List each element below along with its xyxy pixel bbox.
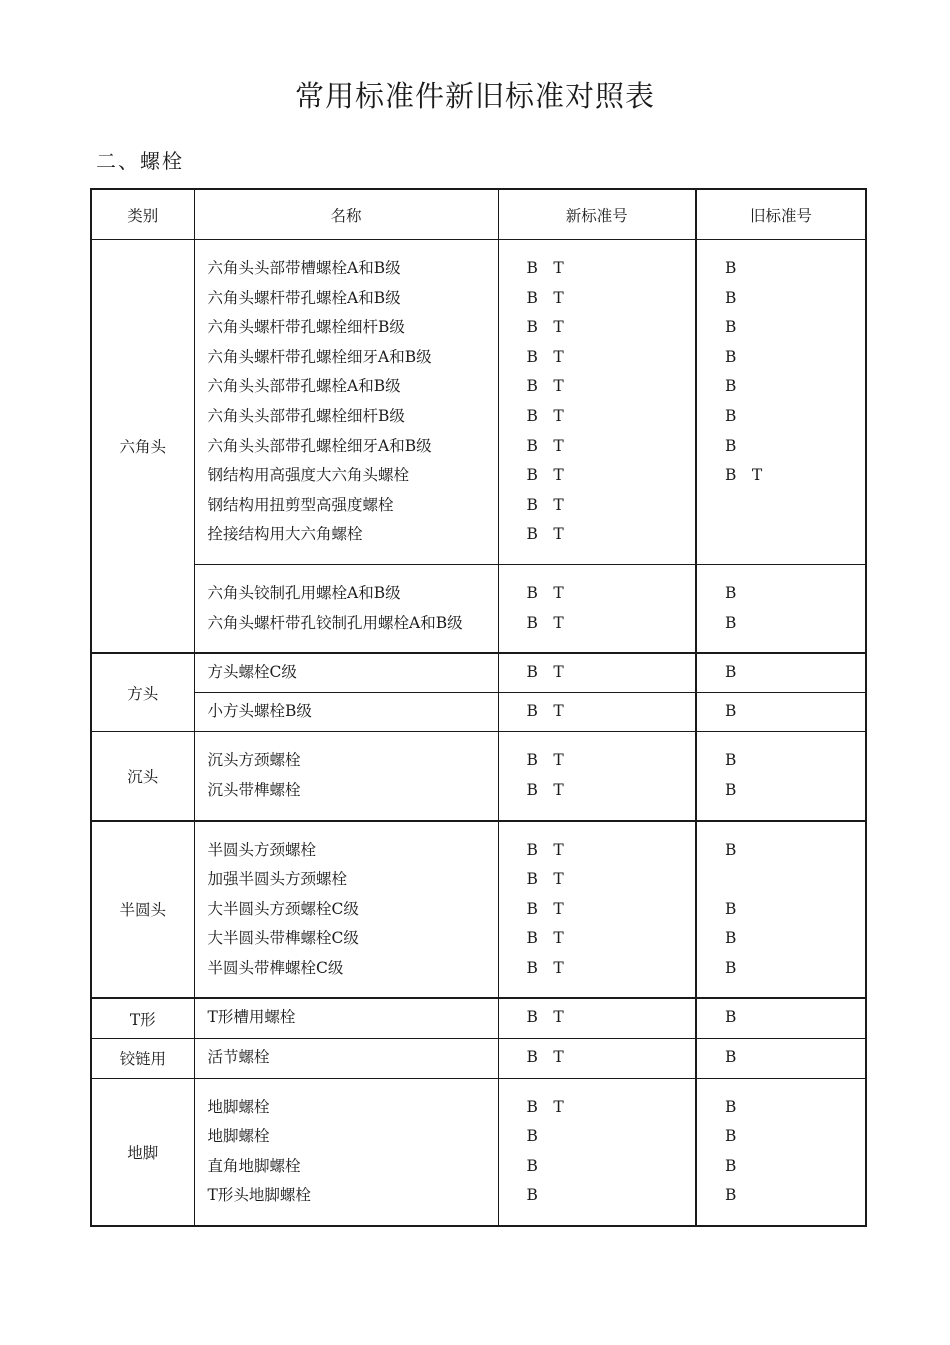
section-heading: 二、螺栓 (96, 149, 184, 173)
part-name: 六角头螺杆带孔铰制孔用螺栓A和B级 (207, 613, 463, 632)
part-name: 六角头铰制孔用螺栓A和B级 (207, 583, 401, 602)
old-standard-code: B (725, 436, 737, 455)
standards-table (90, 188, 867, 1227)
part-name: 六角头头部带槽螺栓A和B级 (207, 259, 401, 277)
old-standard-code: B (725, 259, 737, 277)
part-name: 六角头头部带孔螺栓细杆B级 (207, 406, 405, 425)
part-name: 钢结构用高强度大六角头螺栓 (207, 466, 410, 485)
old-standard-cell (696, 732, 866, 821)
old-standard-code: B (725, 899, 737, 918)
old-standard-cell (696, 240, 866, 565)
header-new-standard: 新标准号 (498, 189, 696, 240)
part-name: 六角头头部带孔螺栓细牙A和B级 (207, 436, 432, 455)
table-row (91, 1078, 866, 1226)
new-standard-cell (498, 240, 696, 565)
table-row (91, 998, 866, 1038)
new-standard-cell (498, 732, 696, 821)
old-standard-cell (696, 1078, 866, 1226)
part-name: 大半圆头方颈螺栓C级 (207, 899, 359, 918)
new-standard-code: B T (526, 583, 564, 602)
old-standard-code: B (725, 583, 737, 602)
category-cell: 沉头 (91, 732, 194, 821)
old-standard-code: B T (725, 466, 763, 485)
old-standard-code (725, 491, 865, 521)
name-cell (194, 1039, 498, 1079)
table-row (91, 821, 866, 999)
part-name: 半圆头方颈螺栓 (207, 840, 317, 859)
new-standard-cell (498, 998, 696, 1038)
name-cell (194, 998, 498, 1038)
old-standard-code (725, 865, 865, 895)
old-standard-code: B (725, 929, 737, 948)
part-name: 六角头螺杆带孔螺栓A和B级 (207, 288, 401, 307)
new-standard-code: B (526, 1127, 538, 1146)
old-standard-code: B (725, 1127, 737, 1146)
old-standard-code: B (725, 1048, 737, 1067)
new-standard-code: B T (526, 751, 564, 770)
new-standard-code: B T (526, 436, 564, 455)
name-cell (194, 564, 498, 653)
name-cell (194, 653, 498, 692)
new-standard-code: B T (526, 377, 564, 396)
old-standard-code: B (725, 377, 737, 396)
header-old-standard: 旧标准号 (696, 189, 866, 240)
old-standard-code: B (725, 663, 737, 682)
category-cell: 半圆头 (91, 821, 194, 999)
old-standard-cell (696, 998, 866, 1038)
old-standard-code: B (725, 1156, 737, 1175)
document-title: 常用标准件新旧标准对照表 (294, 79, 655, 113)
part-name: T形槽用螺栓 (207, 1008, 296, 1027)
part-name: 六角头螺杆带孔螺栓细牙A和B级 (207, 347, 432, 366)
part-name: 大半圆头带榫螺栓C级 (207, 929, 359, 948)
old-standard-code: B (725, 347, 737, 366)
old-standard-code: B (725, 958, 737, 977)
new-standard-code: B T (526, 259, 564, 277)
name-cell (194, 732, 498, 821)
part-name: 活节螺栓 (207, 1048, 270, 1067)
part-name: 拴接结构用大六角螺栓 (207, 525, 363, 544)
part-name: 半圆头带榫螺栓C级 (207, 958, 344, 977)
new-standard-code: B T (526, 780, 564, 799)
old-standard-code: B (725, 288, 737, 307)
old-standard-cell (696, 1039, 866, 1079)
new-standard-cell (498, 1078, 696, 1226)
category-cell: 六角头 (91, 240, 194, 654)
header-row (91, 189, 866, 240)
old-standard-code: B (725, 701, 737, 720)
table-body (91, 240, 866, 1227)
new-standard-code: B T (526, 701, 564, 720)
old-standard-cell (696, 692, 866, 732)
old-standard-cell (696, 821, 866, 999)
new-standard-cell (498, 653, 696, 692)
table-row (91, 564, 866, 653)
new-standard-cell (498, 692, 696, 732)
old-standard-code: B (725, 1097, 737, 1116)
table-row (91, 1039, 866, 1079)
category-cell: 铰链用 (91, 1039, 194, 1079)
old-standard-cell (696, 653, 866, 692)
old-standard-code: B (725, 1008, 737, 1027)
new-standard-code: B T (526, 663, 564, 682)
name-cell (194, 240, 498, 565)
name-cell (194, 692, 498, 732)
new-standard-code: B T (526, 929, 564, 948)
part-name: 直角地脚螺栓 (207, 1156, 301, 1175)
part-name: 加强半圆头方颈螺栓 (207, 870, 348, 889)
table-row (91, 653, 866, 692)
part-name: 小方头螺栓B级 (207, 701, 312, 720)
table-row (91, 732, 866, 821)
old-standard-code: B (725, 780, 737, 799)
new-standard-cell (498, 564, 696, 653)
new-standard-code: B T (526, 466, 564, 485)
category-cell: 方头 (91, 653, 194, 732)
header-name: 名称 (194, 189, 498, 240)
part-name: 地脚螺栓 (207, 1127, 270, 1146)
part-name: 方头螺栓C级 (207, 663, 297, 682)
table-row (91, 240, 866, 565)
new-standard-code: B (526, 1156, 538, 1175)
old-standard-code: B (725, 406, 737, 425)
part-name: 六角头头部带孔螺栓A和B级 (207, 377, 401, 396)
new-standard-code: B (526, 1186, 538, 1205)
name-cell (194, 821, 498, 999)
new-standard-code: B T (526, 870, 564, 889)
old-standard-code: B (725, 613, 737, 632)
new-standard-code: B T (526, 958, 564, 977)
category-cell: 地脚 (91, 1078, 194, 1226)
part-name: 钢结构用扭剪型高强度螺栓 (207, 495, 394, 514)
old-standard-code: B (725, 1186, 737, 1205)
new-standard-code: B T (526, 1048, 564, 1067)
new-standard-code: B T (526, 525, 564, 544)
new-standard-code: B T (526, 318, 564, 337)
new-standard-code: B T (526, 1008, 564, 1027)
part-name: 六角头螺杆带孔螺栓细杆B级 (207, 318, 405, 337)
new-standard-code: B T (526, 840, 564, 859)
old-standard-code: B (725, 840, 737, 859)
header-category: 类别 (91, 189, 194, 240)
old-standard-code: B (725, 751, 737, 770)
part-name: T形头地脚螺栓 (207, 1186, 311, 1205)
new-standard-code: B T (526, 288, 564, 307)
new-standard-code: B T (526, 495, 564, 514)
old-standard-cell (696, 564, 866, 653)
part-name: 沉头方颈螺栓 (207, 751, 301, 770)
new-standard-code: B T (526, 899, 564, 918)
new-standard-cell (498, 1039, 696, 1079)
new-standard-code: B T (526, 613, 564, 632)
part-name: 沉头带榫螺栓 (207, 780, 301, 799)
category-cell: T形 (91, 998, 194, 1038)
part-name: 地脚螺栓 (207, 1097, 270, 1116)
old-standard-code (725, 520, 865, 550)
new-standard-code: B T (526, 406, 564, 425)
name-cell (194, 1078, 498, 1226)
new-standard-code: B T (526, 347, 564, 366)
old-standard-code: B (725, 318, 737, 337)
new-standard-code: B T (526, 1097, 564, 1116)
table-row (91, 692, 866, 732)
new-standard-cell (498, 821, 696, 999)
